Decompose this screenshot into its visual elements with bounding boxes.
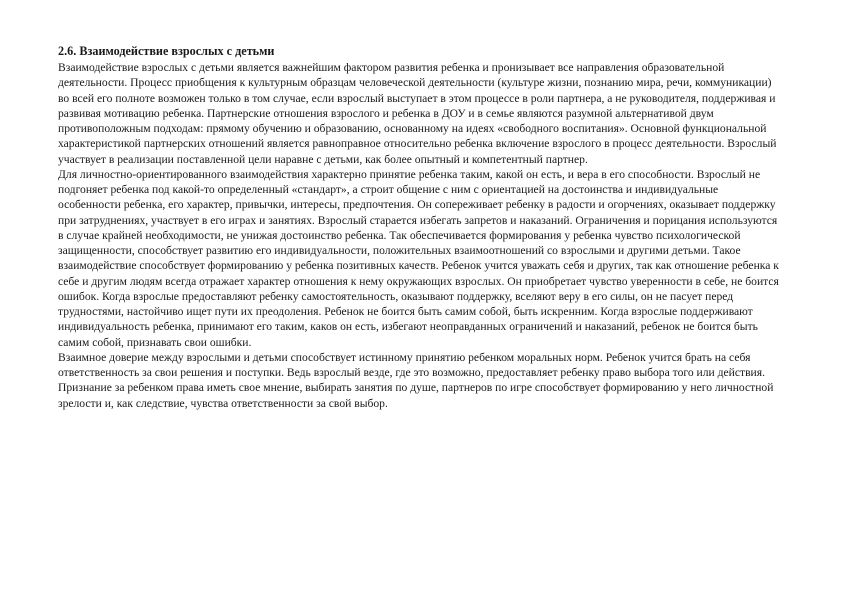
document-page — [58, 44, 782, 411]
section-heading: 2.6. Взаимодействие взрослых с детьми — [58, 44, 275, 58]
paragraph-personal-interaction: Для личностно-ориентированного взаимодействия характерно принятие ребенка таким, какой он есть, и вера в его способности. Взрослый не подгоняет ребенка под какой-то определенный «стандарт», а строит общение с ним с ориентацией на достоинства и индивидуальные особенности ребенка, его характер, привычки, интересы, предпочтения. Он сопереживает ребенку в радости и огорчениях, оказывает поддержку при затруднениях, участвует в его играх и занятиях. Взрослый старается избегать запретов и наказаний. Ограничения и порицания используются в случае крайней необходимости, не унижая достоинство ребенка. Так обеспечивается формирования у ребенка чувство психологической защищенности, способствует развитию его индивидуальности, положительных взаимоотношений со взрослыми и другими детьми. Такое взаимодействие способствует формированию у ребенка позитивных качеств. Ребенок учится уважать себя и других, так как отношение ребенка к себе и другим людям всегда отражает характер отношения к нему окружающих взрослых. Он приобретает чувство уверенности в себе, не боится ошибок. Когда взрослые предоставляют ребенку самостоятельность, оказывают поддержку, вселяют веру в его силы, он не пасует перед трудностями, настойчиво ищет пути их преодоления. Ребенок не боится быть самим собой, быть искренним. Когда взрослые поддерживают индивидуальность ребенка, принимают его таким, каков он есть, избегают неоправданных ограничений и наказаний, ребенок не боится быть самим собой, признавать свои ошибки. — [58, 167, 779, 349]
paragraph-mutual-trust: Взаимное доверие между взрослыми и детьми способствует истинному принятию ребенком моральных норм. Ребенок учится брать на себя ответственность за свои решения и поступки. Ведь взрослый везде, где это возможно, предоставляет ребенку право выбора того или действия. Признание за ребенком права иметь свое мнение, выбирать занятия по душе, партнеров по игре способствует формированию у него личностной зрелости и, как следствие, чувства ответственности за свой выбор. — [58, 350, 774, 410]
paragraph-partnership: Взаимодействие взрослых с детьми является важнейшим фактором развития ребенка и пронизывает все направления образовательной деятельности. Процесс приобщения к культурным образцам человеческой деятельности (культуре жизни, познанию мира, речи, коммуникации) во всей его полноте возможен только в том случае, если взрослый выступает в этом процессе в роли партнера, а не руководителя, поддерживая и развивая мотивацию ребенка. Партнерские отношения взрослого и ребенка в ДОУ и в семье являются разумной альтернативой двум противоположным подходам: прямому обучению и образованию, основанному на идеях «свободного воспитания». Основной функциональной характеристикой партнерских отношений является равноправное относительно ребенка включение взрослого в процесс деятельности. Взрослый участвует в реализации поставленной цели наравне с детьми, как более опытный и компетентный партнер. — [58, 61, 777, 166]
